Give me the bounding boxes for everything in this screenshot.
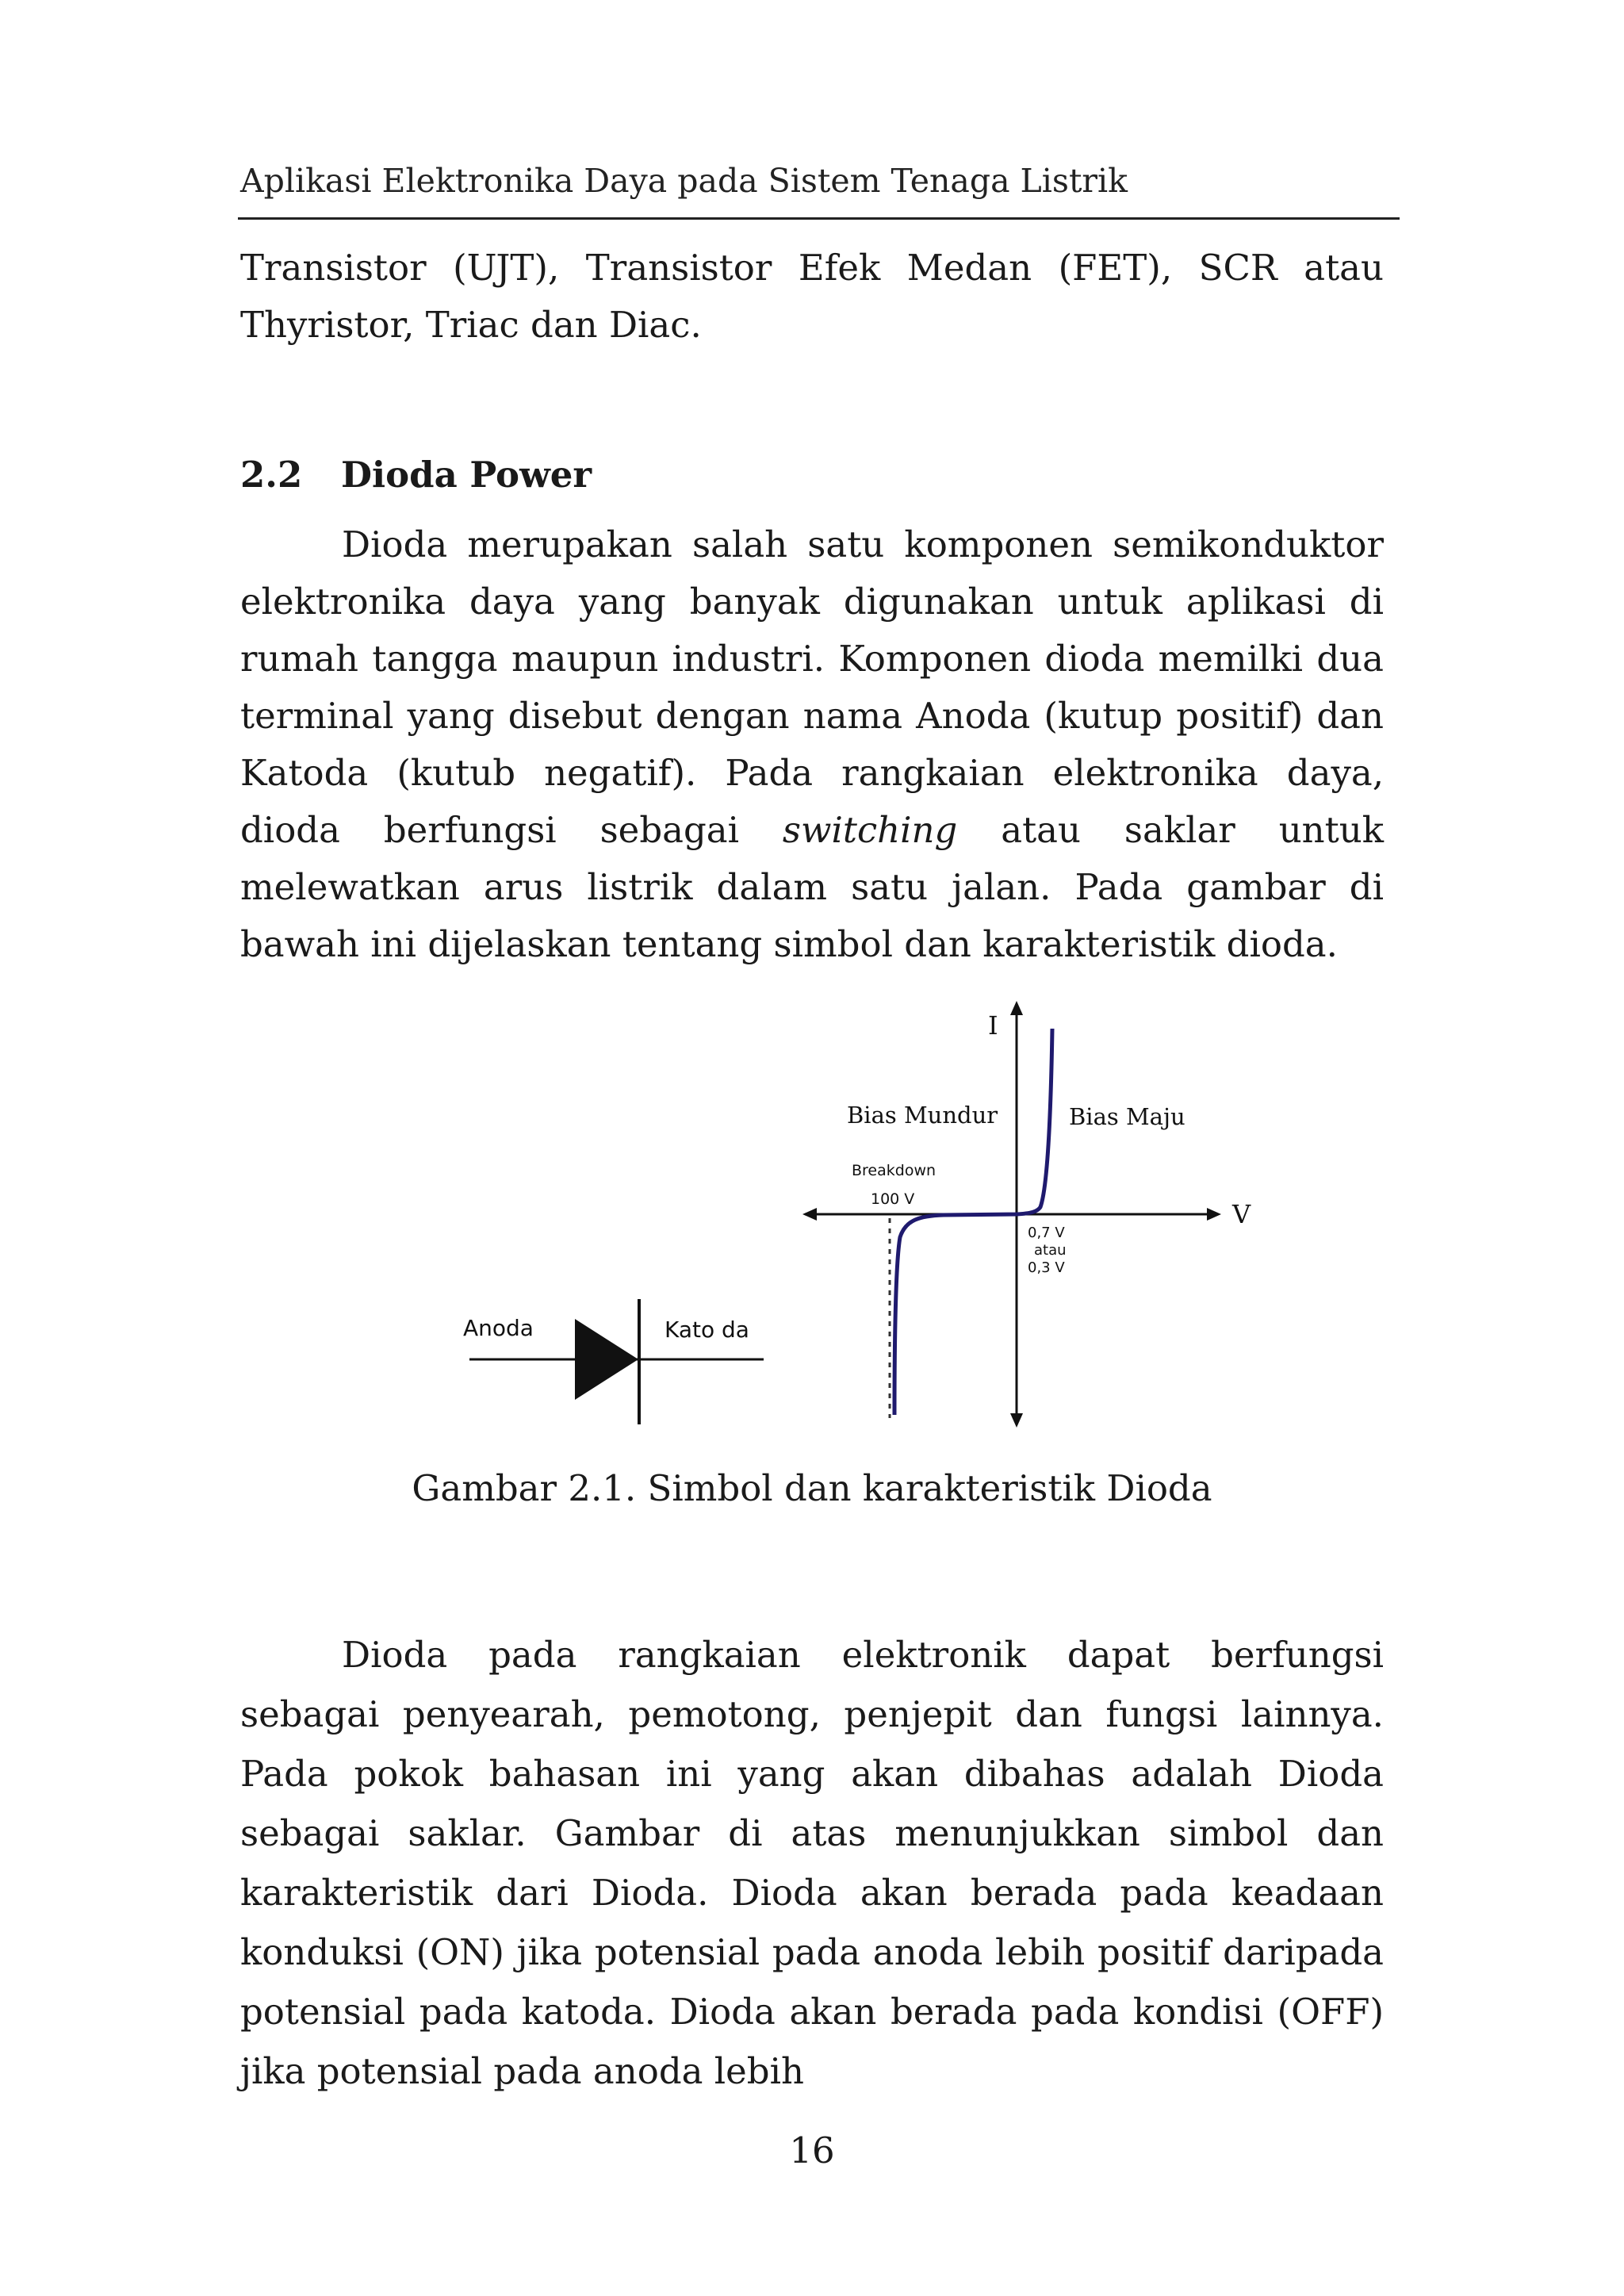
breakdown-voltage-label: 100 V — [871, 1190, 915, 1208]
diode-figure-svg — [452, 999, 1261, 1443]
figure-caption: Gambar 2.1. Simbol dan karakteristik Dioda — [412, 1467, 1212, 1509]
breakdown-label: Breakdown — [852, 1162, 936, 1179]
section-number: 2.2 — [240, 454, 303, 496]
x-axis-arrow-left — [802, 1208, 817, 1221]
header-rule — [238, 217, 1400, 220]
reverse-bias-label: Bias Mundur — [847, 1102, 998, 1129]
x-axis-label: V — [1232, 1199, 1251, 1229]
intro-italic-term: switching — [782, 809, 958, 851]
intro-text-1: Dioda merupakan salah satu komponen semikonduktor elektronika daya yang banyak digunakan untuk aplikasi di rumah tangga maupun industri. Komponen dioda memilki dua terminal yang disebut dengan nama Anoda (kutup positif) dan Katoda (kutub negatif). Pada rangkaian elektronika daya, dioda berfungsi sebagai — [240, 523, 1384, 851]
threshold-voltage-label-3: 0,3 V — [1028, 1259, 1065, 1276]
diode-figure — [452, 999, 1261, 1443]
running-header: Aplikasi Elektronika Daya pada Sistem Tenaga Listrik — [240, 162, 1128, 200]
threshold-voltage-label-1: 0,7 V — [1028, 1225, 1065, 1241]
iv-graph — [802, 1001, 1251, 1428]
intro-paragraph — [240, 516, 1384, 973]
anode-label: Anoda — [463, 1315, 534, 1341]
diode-symbol — [463, 1299, 764, 1424]
continuation-paragraph: Transistor (UJT), Transistor Efek Medan (FET), SCR atau Thyristor, Triac dan Diac. — [240, 247, 1384, 346]
section-title: Dioda Power — [341, 454, 592, 496]
page-number: 16 — [789, 2129, 835, 2171]
cathode-label: Kato da — [665, 1317, 749, 1343]
section-heading — [240, 454, 592, 496]
intro-text-2: atau saklar untuk melewatkan arus listrik dalam satu jalan. Pada gambar di bawah ini dijelaskan tentang simbol dan karakteristik dioda. — [240, 809, 1384, 965]
function-paragraph: Dioda pada rangkaian elektronik dapat berfungsi sebagai penyearah, pemotong, penjepit dan fungsi lainnya. Pada pokok bahasan ini yang akan dibahas adalah Dioda sebagai saklar. Gambar di atas menunjukkan simbol dan karakteristik dari Dioda. Dioda akan berada pada keadaan konduksi (ON) jika potensial pada anoda lebih positif daripada potensial pada katoda. Dioda akan berada pada kondisi (OFF) jika potensial pada anoda lebih — [240, 1634, 1384, 2092]
y-axis-arrow-down — [1010, 1413, 1023, 1428]
diode-triangle — [575, 1319, 638, 1400]
y-axis-label: I — [988, 1010, 998, 1041]
threshold-voltage-label-2: atau — [1034, 1242, 1067, 1259]
forward-bias-label: Bias Maju — [1069, 1103, 1185, 1130]
iv-curve — [894, 1029, 1052, 1415]
y-axis-arrow-up — [1010, 1001, 1023, 1015]
x-axis-arrow-right — [1207, 1208, 1221, 1221]
